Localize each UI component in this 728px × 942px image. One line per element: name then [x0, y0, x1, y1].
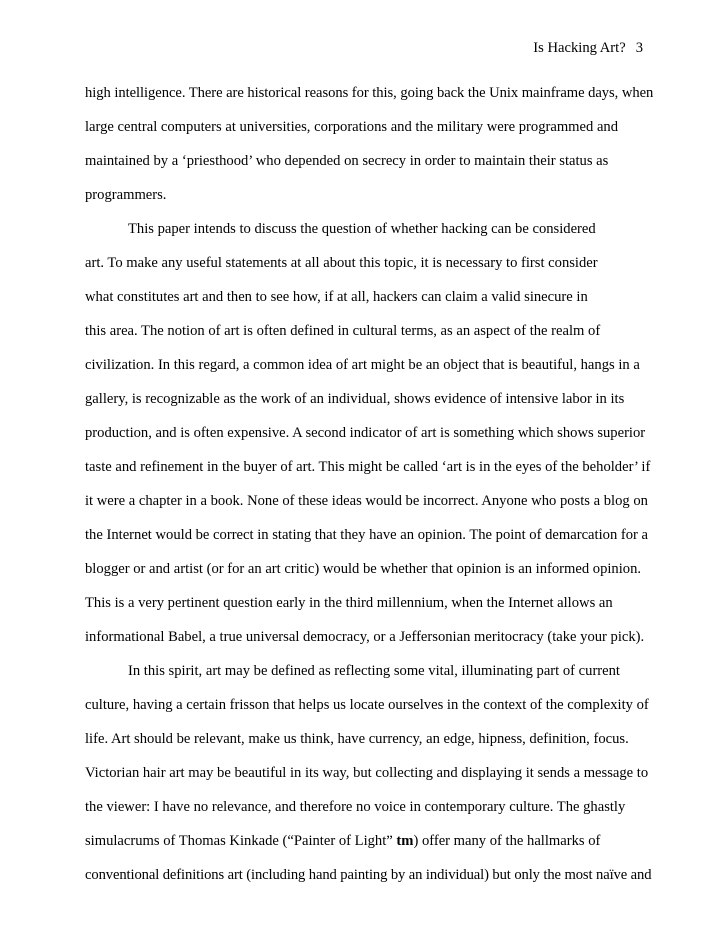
text-line: maintained by a ‘priesthood’ who depended on secrecy in order to maintain their status as: [85, 153, 609, 169]
text-segment: ) offer many of the hallmarks of: [413, 833, 601, 849]
text-line: programmers.: [85, 187, 167, 203]
text-line: civilization. In this regard, a common idea of art might be an object that is beautiful, hangs in a: [85, 357, 640, 373]
text-line: high intelligence. There are historical reasons for this, going back the Unix mainframe days, when: [85, 85, 654, 101]
page-number: 3: [635, 40, 643, 56]
text-line: This is a very pertinent question early in the third millennium, when the Internet allows an: [85, 595, 613, 611]
text-line: the Internet would be correct in stating that they have an opinion. The point of demarcation for a: [85, 527, 649, 543]
text-line: conventional definitions art (including hand painting by an individual) but only the most naïve and: [85, 867, 652, 883]
text-line: gallery, is recognizable as the work of an individual, shows evidence of intensive labor in its: [85, 391, 625, 407]
text-segment: simulacrums of Thomas Kinkade (“Painter of Light”: [85, 833, 397, 849]
text-line: informational Babel, a true universal democracy, or a Jeffersonian meritocracy (take your pick).: [85, 629, 645, 645]
text-line: large central computers at universities, corporations and the military were programmed and: [85, 119, 619, 135]
running-head-title: Is Hacking Art?: [533, 40, 626, 56]
text-line: art. To make any useful statements at all about this topic, it is necessary to first consider: [85, 255, 598, 271]
running-header: [533, 40, 643, 57]
text-line: culture, having a certain frisson that helps us locate ourselves in the context of the complexity of: [85, 697, 649, 713]
trademark-bold: tm: [396, 833, 414, 849]
text-line: taste and refinement in the buyer of art. This might be called ‘art is in the eyes of the beholder’ if: [85, 459, 651, 475]
body-text: [85, 82, 655, 898]
text-line: what constitutes art and then to see how, if at all, hackers can claim a valid sinecure in: [85, 289, 588, 305]
text-line: the viewer: I have no relevance, and therefore no voice in contemporary culture. The ghastly: [85, 799, 626, 815]
text-line: this area. The notion of art is often defined in cultural terms, as an aspect of the realm of: [85, 323, 601, 339]
paragraph-start-line: In this spirit, art may be defined as reflecting some vital, illuminating part of current: [128, 663, 620, 679]
text-line: [85, 830, 655, 864]
text-line: life. Art should be relevant, make us think, have currency, an edge, hipness, definition, focus.: [85, 731, 629, 747]
text-line: it were a chapter in a book. None of these ideas would be incorrect. Anyone who posts a blog on: [85, 493, 648, 509]
text-line: blogger or and artist (or for an art critic) would be whether that opinion is an informed opinion.: [85, 561, 642, 577]
text-line: production, and is often expensive. A second indicator of art is something which shows superior: [85, 425, 646, 441]
paragraph-start-line: This paper intends to discuss the question of whether hacking can be considered: [128, 221, 596, 237]
text-line: Victorian hair art may be beautiful in its way, but collecting and displaying it sends a message to: [85, 765, 649, 781]
